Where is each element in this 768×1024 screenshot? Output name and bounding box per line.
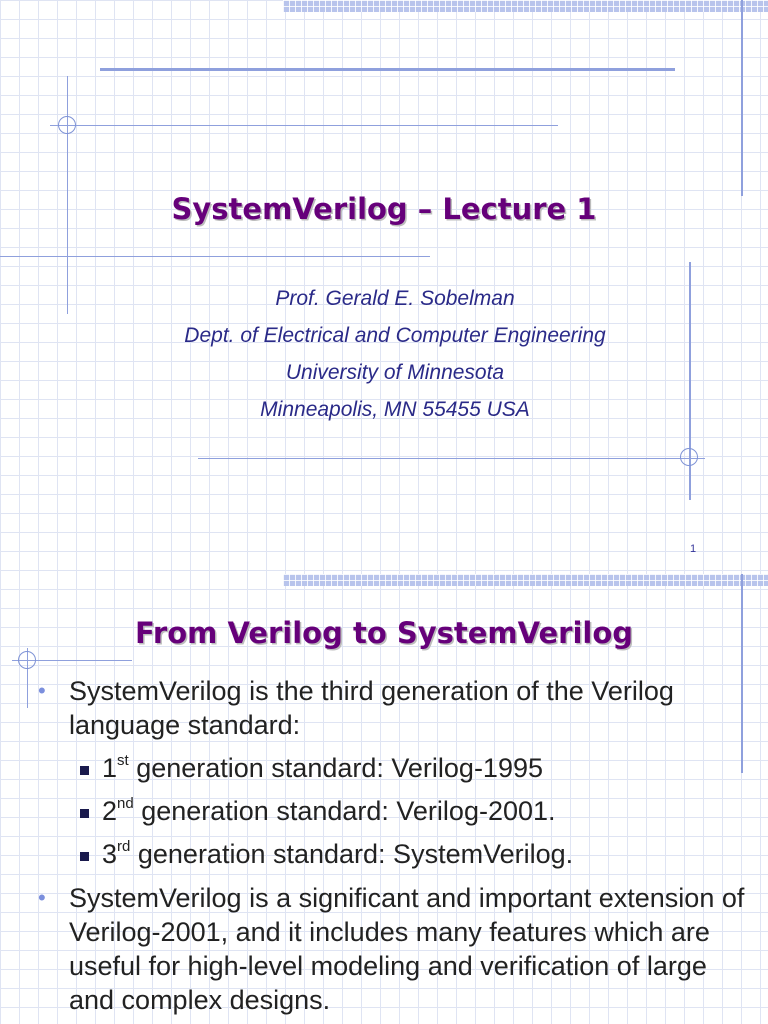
- author-name: Prof. Gerald E. Sobelman: [275, 287, 515, 310]
- top-decor-band: [283, 0, 768, 12]
- decor-circle: [18, 651, 36, 669]
- decor-line: [50, 125, 558, 126]
- sub-bullet-text: generation standard: Verilog-1995: [128, 753, 543, 783]
- sub-bullet-number: 2: [102, 796, 118, 826]
- decor-circle: [58, 116, 76, 134]
- content-slide: [0, 574, 768, 1024]
- ordinal-suffix: rd: [117, 838, 131, 855]
- bullet-item: [34, 674, 754, 742]
- bullet-list: [34, 674, 754, 1017]
- decor-line: [741, 0, 743, 196]
- sub-bullet-number: 1: [102, 753, 118, 783]
- decor-circle: [680, 448, 698, 466]
- bullet-text: SystemVerilog is the third generation of the Verilog language standard:: [69, 676, 674, 740]
- decor-line: [0, 256, 430, 257]
- slide-title: From Verilog to SystemVerilog: [134, 616, 634, 650]
- sub-bullet-number: 3: [102, 839, 118, 869]
- bullet-item: [34, 881, 754, 1017]
- author-department: Dept. of Electrical and Computer Engineering: [184, 324, 606, 347]
- slide-title: SystemVerilog – Lecture 1: [171, 192, 597, 226]
- sub-bullet-item: [34, 794, 754, 828]
- ordinal-suffix: nd: [117, 795, 134, 812]
- bullet-dot-icon: •: [38, 885, 46, 910]
- sub-bullet-text: generation standard: Verilog-2001.: [133, 796, 556, 826]
- page-number: 1: [690, 543, 697, 555]
- decor-line: [100, 68, 675, 71]
- top-decor-band: [283, 574, 768, 586]
- bullet-dot-icon: •: [38, 678, 46, 703]
- decor-line: [198, 458, 705, 459]
- author-address: Minneapolis, MN 55455 USA: [260, 398, 530, 421]
- sub-bullet-item: [34, 837, 754, 871]
- author-university: University of Minnesota: [285, 361, 505, 384]
- square-bullet-icon: [80, 766, 89, 775]
- bullet-text: SystemVerilog is a significant and important extension of Verilog-2001, and it includes many features which are useful for high-level modeling and verification of large and complex designs.: [69, 883, 745, 1015]
- square-bullet-icon: [80, 809, 89, 818]
- author-info: [0, 280, 768, 428]
- square-bullet-icon: [80, 852, 89, 861]
- sub-bullet-item: [34, 751, 754, 785]
- ordinal-suffix: st: [117, 752, 129, 769]
- sub-bullet-text: generation standard: SystemVerilog.: [130, 839, 574, 869]
